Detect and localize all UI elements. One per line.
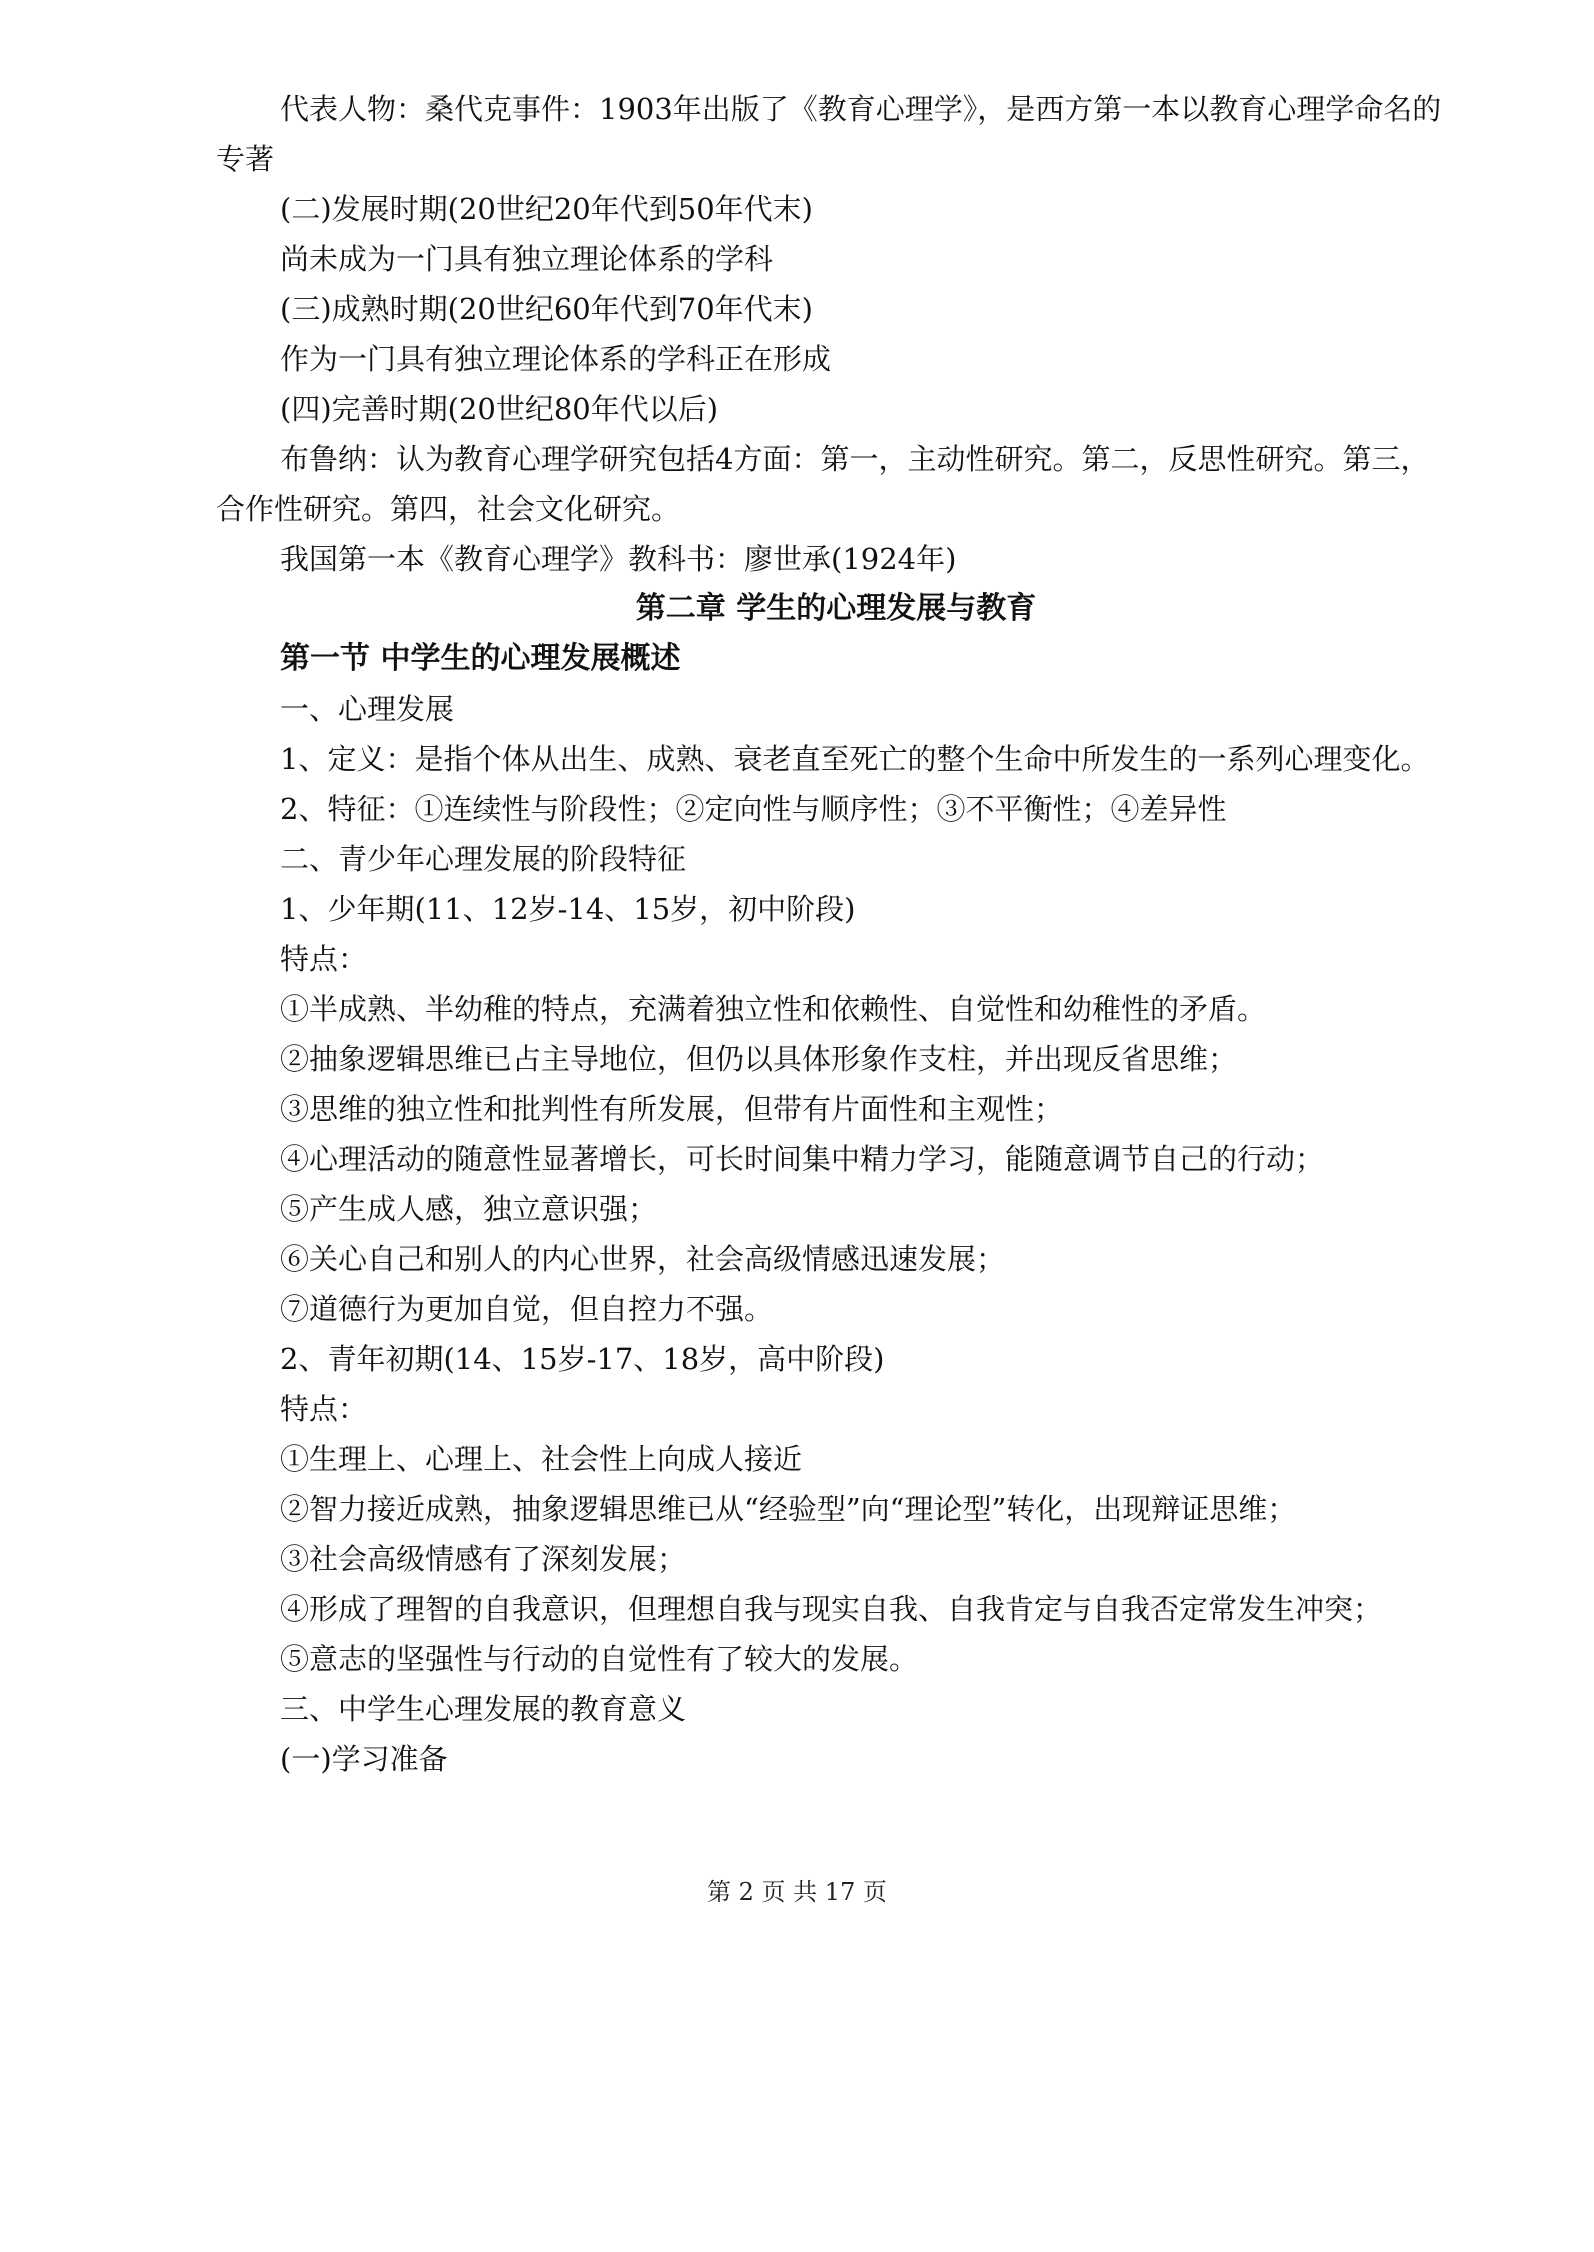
paragraph-features: 2、特征：①连续性与阶段性；②定向性与顺序性；③不平衡性；④差异性: [280, 792, 1227, 826]
list-item: ⑤产生成人感，独立意识强；: [280, 1192, 658, 1226]
heading-educational-significance: 三、中学生心理发展的教育意义: [280, 1692, 687, 1726]
list-item: ②智力接近成熟，抽象逻辑思维已从“经验型”向“理论型”转化，出现辩证思维；: [280, 1492, 1297, 1526]
heading-stage-features: 二、青少年心理发展的阶段特征: [280, 842, 687, 876]
list-item: ③社会高级情感有了深刻发展；: [280, 1542, 687, 1576]
label-features-1: 特点：: [280, 942, 368, 976]
period-development-desc: 尚未成为一门具有独立理论体系的学科: [280, 242, 774, 276]
label-features-2: 特点：: [280, 1392, 368, 1426]
list-item: ④形成了理智的自我意识，但理想自我与现实自我、自我肯定与自我否定常发生冲突；: [280, 1592, 1383, 1626]
list-item: ④心理活动的随意性显著增长，可长时间集中精力学习，能随意调节自己的行动；: [280, 1142, 1325, 1176]
list-item: ①生理上、心理上、社会性上向成人接近: [280, 1442, 803, 1476]
chapter-title: 第二章 学生的心理发展与教育: [635, 591, 1037, 626]
list-item: ③思维的独立性和批判性有所发展，但带有片面性和主观性；: [280, 1092, 1064, 1126]
list-item: ②抽象逻辑思维已占主导地位，但仍以具体形象作支柱，并出现反省思维；: [280, 1042, 1238, 1076]
page-number-footer: 第 2 页 共 17 页: [707, 1878, 887, 1906]
list-item: ①半成熟、半幼稚的特点，充满着独立性和依赖性、自觉性和幼稚性的矛盾。: [280, 992, 1267, 1026]
heading-early-adolescence: 1、少年期(11、12岁-14、15岁，初中阶段): [280, 892, 856, 926]
paragraph-bruner: 布鲁纳：认为教育心理学研究包括4方面：第一，主动性研究。第二，反思性研究。第三，合作性研究。第四，社会文化研究。: [216, 442, 1430, 526]
paragraph-definition: 1、定义：是指个体从出生、成熟、衰老直至死亡的整个生命中所发生的一系列心理变化。: [280, 742, 1430, 776]
period-mature-heading: (三)成熟时期(20世纪60年代到70年代末): [280, 292, 813, 326]
heading-learning-readiness: (一)学习准备: [280, 1742, 448, 1776]
paragraph-representative: 代表人物：桑代克事件：1903年出版了《教育心理学》，是西方第一本以教育心理学命名的专著: [216, 92, 1442, 176]
list-item: ⑥关心自己和别人的内心世界，社会高级情感迅速发展；: [280, 1242, 1006, 1276]
page-body: [216, 84, 1456, 1784]
paragraph-first-textbook: 我国第一本《教育心理学》教科书：廖世承(1924年): [280, 542, 957, 576]
list-item: ⑦道德行为更加自觉，但自控力不强。: [280, 1292, 774, 1326]
period-mature-desc: 作为一门具有独立理论体系的学科正在形成: [280, 342, 832, 376]
heading-early-youth: 2、青年初期(14、15岁-17、18岁，高中阶段): [280, 1342, 885, 1376]
list-item: ⑤意志的坚强性与行动的自觉性有了较大的发展。: [280, 1642, 919, 1676]
period-perfect-heading: (四)完善时期(20世纪80年代以后): [280, 392, 719, 426]
heading-psych-development: 一、心理发展: [280, 692, 455, 726]
period-development-heading: (二)发展时期(20世纪20年代到50年代末): [280, 192, 813, 226]
section-title: 第一节 中学生的心理发展概述: [280, 641, 681, 676]
